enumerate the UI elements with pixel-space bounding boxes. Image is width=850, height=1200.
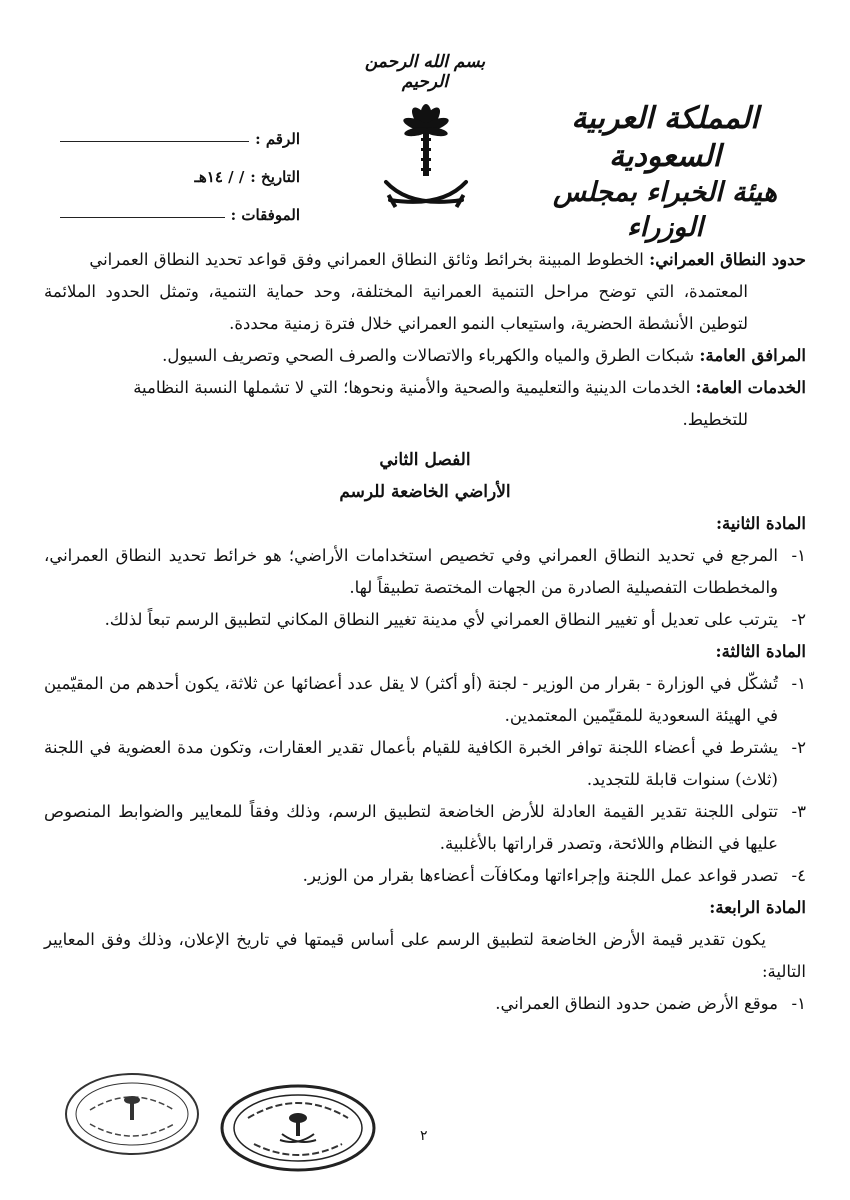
attachments-line (60, 207, 225, 218)
date-label: التاريخ : (250, 168, 300, 186)
definition-continuation: المعتمدة، التي توضح مراحل التنمية العمرانية المختلفة، وحد حماية التنمية، وتمثل الحدود الملائمة لتوطين الأنشطة الحضرية، واستيعاب النمو العمراني خلال فترة زمنية محددة. (44, 282, 748, 333)
number-row (60, 110, 300, 148)
official-stamp-center (218, 1082, 378, 1174)
page-number: ٢ (420, 1128, 428, 1144)
item-text: يترتب على تعديل أو تغيير النطاق العمراني لأي مدينة تغيير النطاق المكاني لتطبيق الرسم تبعاً لذلك. (104, 610, 778, 629)
definition-public-services (44, 372, 806, 404)
item-text: تتولى اللجنة تقدير القيمة العادلة للأرض الخاضعة لتطبيق الرسم، وذلك وفقاً للمعايير والضوابط المنصوص عليها في النظام واللائحة، وتصدر قراراتها بالأغلبية. (44, 802, 778, 853)
article-item (44, 604, 806, 636)
definition-public-utilities (44, 340, 806, 372)
item-text: يشترط في أعضاء اللجنة توافر الخبرة الكافية للقيام بأعمال تقدير العقارات، وتكون مدة العضوية في اللجنة (ثلاث) سنوات قابلة للتجديد. (44, 738, 778, 789)
article-heading: المادة الثانية: (715, 514, 806, 533)
article-heading: المادة الرابعة: (709, 898, 806, 917)
article-item (44, 540, 806, 604)
item-text: تصدر قواعد عمل اللجنة وإجراءاتها ومكافآت أعضاءها بقرار من الوزير. (302, 866, 778, 885)
basmala: بسم الله الرحمن الرحيم (364, 52, 486, 92)
chapter-title: الأراضي الخاضعة للرسم (339, 482, 511, 502)
definition-text: الخطوط المبينة بخرائط وثائق النطاق العمراني وفق قواعد تحديد النطاق العمراني (89, 250, 650, 269)
article-paragraph: يكون تقدير قيمة الأرض الخاضعة لتطبيق الرسم على أساس قيمتها في تاريخ الإعلان، وذلك وفق المعايير التالية: (44, 930, 806, 981)
letterhead-title (530, 100, 800, 245)
article-item (44, 732, 806, 796)
chapter-heading: الفصل الثاني (379, 450, 471, 470)
official-stamp-left (62, 1070, 202, 1158)
article-item (44, 668, 806, 732)
article-heading: المادة الثالثة: (715, 642, 806, 661)
article-item (44, 988, 806, 1020)
item-number: ٢- (791, 610, 806, 629)
date-value: / / ١٤هـ (194, 168, 245, 186)
definition-text: شبكات الطرق والمياه والكهرباء والاتصالات والصرف الصحي وتصريف السيول. (162, 346, 700, 365)
kingdom-name: المملكة العربية السعودية (571, 101, 759, 174)
article-item (44, 796, 806, 860)
authority-name: هيئة الخبراء بمجلس الوزراء (552, 177, 778, 244)
palm-swords-emblem-icon (380, 96, 472, 216)
definition-term: الخدمات العامة: (695, 378, 806, 397)
item-number: ١- (791, 674, 806, 693)
definition-urban-boundary (44, 244, 806, 276)
definition-term: حدود النطاق العمراني: (649, 250, 806, 269)
item-text: تُشكّل في الوزارة - بقرار من الوزير - لجنة (أو أكثر) لا يقل عدد أعضائها عن ثلاثة، يكون أحدهم من المقيّمين في الهيئة السعودية للمقيّمين المعتمدين. (44, 674, 778, 725)
document-body (44, 244, 806, 1020)
item-text: موقع الأرض ضمن حدود النطاق العمراني. (495, 994, 778, 1013)
definition-continuation: للتخطيط. (682, 410, 748, 429)
attachments-row (60, 186, 300, 224)
reference-block (60, 110, 300, 224)
number-line (60, 131, 249, 142)
item-number: ١- (791, 994, 806, 1013)
item-number: ٤- (791, 866, 806, 885)
item-number: ٣- (791, 802, 806, 821)
item-number: ١- (791, 546, 806, 565)
definition-term: المرافق العامة: (699, 346, 806, 365)
article-item (44, 860, 806, 892)
item-text: المرجع في تحديد النطاق العمراني وفي تخصيص استخدامات الأراضي؛ هو خرائط تحديد النطاق العمراني، والمخططات التفصيلية الصادرة من الجهات المختصة تطبيقاً لها. (44, 546, 778, 597)
date-row (60, 148, 300, 186)
definition-text: الخدمات الدينية والتعليمية والصحية والأمنية ونحوها؛ التي لا تشملها النسبة النظامية (133, 378, 696, 397)
item-number: ٢- (791, 738, 806, 757)
number-label: الرقم : (255, 130, 300, 148)
attachments-label: الموفقات : (230, 206, 300, 224)
